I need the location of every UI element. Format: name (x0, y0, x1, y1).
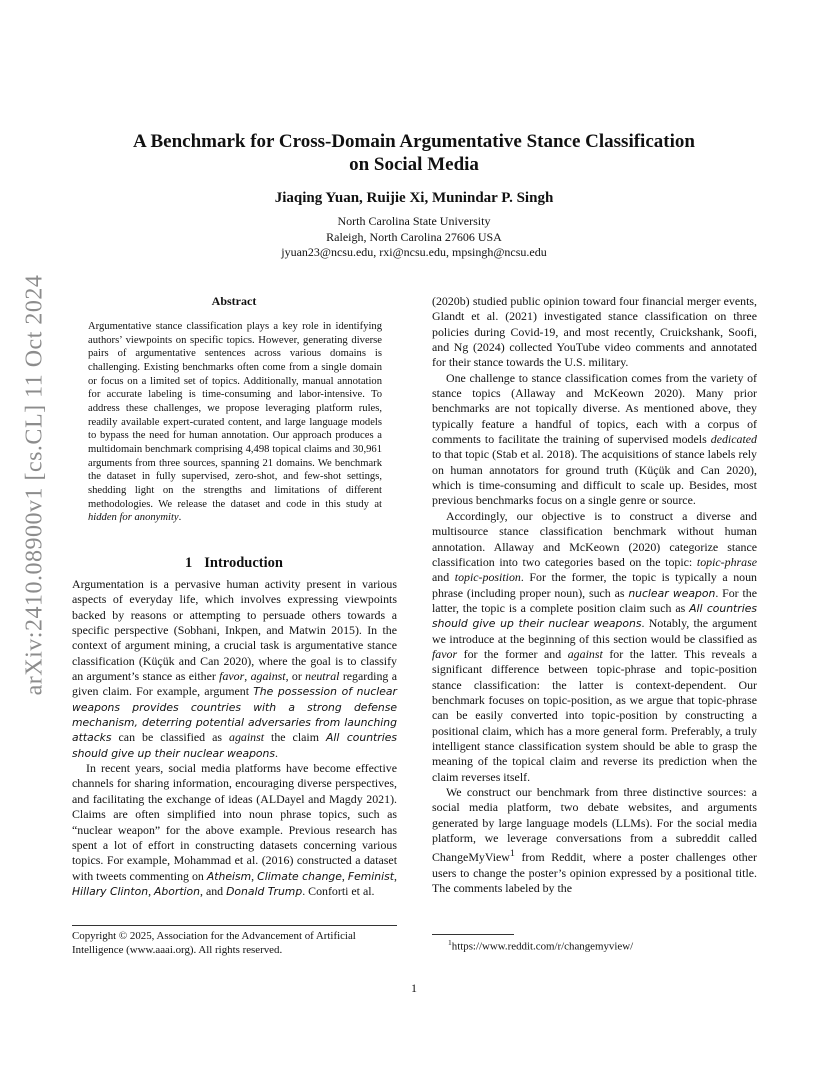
copyright-rule (72, 925, 397, 926)
example-argument: The possession of nuclear weapons provides countries with a strong defense mechanism, deterring potential adversaries from launching attacks (72, 685, 397, 745)
authors: Jiaqing Yuan, Ruijie Xi, Munindar P. Singh (274, 190, 554, 206)
intro-paragraph-1: Argumentation is a pervasive human activity present in various aspects of everyday life, which involves expressing viewpoints backed by reasons or attempting to persuade others towards a specific perspective (Sobhani, Inkpen, and Matwin 2015). In the context of argument mining, a crucial task is argumentative stance classification (Küçük and Can 2020), where the goal is to classify an argument’s stance as either favor, against, or neutral regarding a given claim. For example, argument The possession of nuclear weapons provides countries with a strong defense mechanism, deterring potential adversaries from launching attacks can be classified as against the claim All countries should give up their nuclear weapons. (72, 577, 397, 760)
institution: North Carolina State University (337, 214, 491, 228)
title-line-2: on Social Media (349, 154, 479, 175)
address: Raleigh, North Carolina 27606 USA (326, 229, 502, 244)
right-paragraph-2: One challenge to stance classification comes from the variety of stance topics (Allaway and McKeown 2020). Many prior benchmarks are not topically diverse. As mentioned above, they typically feature a handful of topics, each with a corpus of comments to facilitate the training of supervised models dedicated to that topic (Stab et al. 2018). The acquisitions of stance labels rely on human annotators for ground truth (Küçük and Can 2020), which is time-consuming and difficult to scale up. Besides, most previous benchmarks focus on a single genre or source. (432, 370, 757, 508)
copyright-notice: Copyright © 2025, Association for the Advancement of Artificial Intelligence (www.aaai.org). All rights reserved. (72, 930, 356, 956)
paper-title (80, 130, 748, 176)
abstract-heading: Abstract (211, 294, 257, 308)
page-number: 1 (411, 981, 417, 995)
left-column (72, 577, 397, 899)
right-paragraph-4: We construct our benchmark from three distinctive sources: a social media platform, two debate websites, and arguments generated by large language models (LLMs). For the social media platform, we leverage conversations from a subreddit called ChangeMyView$^1$ from Reddit, where a poster challenges other users to change the poster’s opinion expressed by a positional title. The comments labeled by the (432, 785, 757, 896)
example-claim: All countries should give up their nuclear weapons (72, 731, 397, 760)
footnote-url[interactable]: https://www.reddit.com/r/changemyview/ (451, 940, 634, 953)
abstract-anon-link: hidden for anonymity (88, 512, 179, 524)
emails: jyuan23@ncsu.edu, rxi@ncsu.edu, mpsingh@ncsu.edu (281, 245, 547, 259)
right-paragraph-3: Accordingly, our objective is to construct a diverse and multisource stance classification benchmark without human annotation. Allaway and McKeown (2020) categorize stance classification into two categories based on the topic: topic-phrase and topic-position. For the former, the topic is typically a noun phrase (including proper noun), such as nuclear weapon. For the latter, the topic is a complete position claim such as All countries should give up their nuclear weapons. Notably, the argument we introduce at the beginning of this section would be classified as favor for the former and against for the latter. This reveals a significant difference between topic-phrase and topic-position stance classification: the latter is context-dependent. Our benchmark focuses on topic-position, as we argue that topic-phrase can be easily converted into topic-position by constructing a positional claim, which has a more general form. Preferably, a truly intelligent stance classification system should be able to grasp the meaning of the topical claim and reverse its prediction when the claim reverses itself. (432, 508, 757, 784)
right-column (432, 294, 757, 896)
affiliation (80, 214, 748, 261)
section-title: Introduction (204, 555, 283, 571)
section-heading (72, 555, 396, 572)
right-paragraph-1: (2020b) studied public opinion toward four financial merger events, Glandt et al. (2021) investigated stance classification on three policies during Covid-19, and most recently, Cruickshank, Soofi, and Ng (2024) collected YouTube video comments and annotated for their stance towards the U.S. military. (432, 294, 757, 370)
intro-paragraph-2: In recent years, social media platforms have become effective channels for sharing information, encouraging diverse perspectives, and facilitating the exchange of ideas (ALDayel and Magdy 2021). Claims are often simplified into noun phrase topics, such as “nuclear weapon” for the above example. Previous research has spent a lot of effort in constructing datasets concerning various topics. For example, Mohammad et al. (2016) constructed a dataset with tweets commenting on Atheism, Climate change, Feminist, Hillary Clinton, Abortion, and Donald Trump. Conforti et al. (72, 761, 397, 898)
abstract-body: Argumentative stance classification plays a key role in identifying authors’ viewpoints on specific topics. However, generating diverse pairs of argumentative sentences across various domains is challenging. Existing benchmarks often come from a single domain or focus on a limited set of topics. Additionally, manual annotation for accurate labeling is time-consuming and labor-intensive. To address these challenges, we propose leveraging platform rules, readily available expert-curated content, and large language models to bypass the need for human annotation. Our approach produces a multidomain benchmark comprising 4,498 topical claims and 30,961 arguments from three sources, spanning 21 domains. We benchmark the dataset in fully supervised, zero-shot, and few-shot settings, shedding light on the strengths and limitations of different methodologies. We release the dataset and code in this study at hidden for anonymity. (88, 321, 382, 524)
footnote: $^1$https://www.reddit.com/r/changemyview/ (448, 938, 634, 953)
arxiv-watermark (10, 274, 60, 696)
footnote-ref: 1 (509, 848, 515, 860)
footnote-rule (432, 934, 514, 935)
title-line-1: A Benchmark for Cross-Domain Argumentative Stance Classification (133, 131, 695, 152)
section-number: 1 (185, 555, 193, 571)
arxiv-id: arXiv:2410.08900v1 [cs.CL] 11 Oct 2024 (21, 274, 48, 696)
abstract-text: Argumentative stance classification plays a key role in identifying authors’ viewpoints on specific topics. However, generating diverse pairs of argumentative sentences across various domains is challenging. Existing benchmarks often come from a single domain or focus on a limited set of topics. Additionally, manual annotation for accurate labeling is time-consuming and labor-intensive. To address these challenges, we propose leveraging platform rules, readily available expert-curated content, and large language models to bypass the need for human annotation. Our approach produces a multidomain benchmark comprising 4,498 topical claims and 30,961 arguments from three sources, spanning 21 domains. We benchmark the dataset in fully supervised, zero-shot, and few-shot settings, shedding light on the strengths and limitations of different methodologies. We release the dataset and code in this study at (88, 321, 382, 510)
